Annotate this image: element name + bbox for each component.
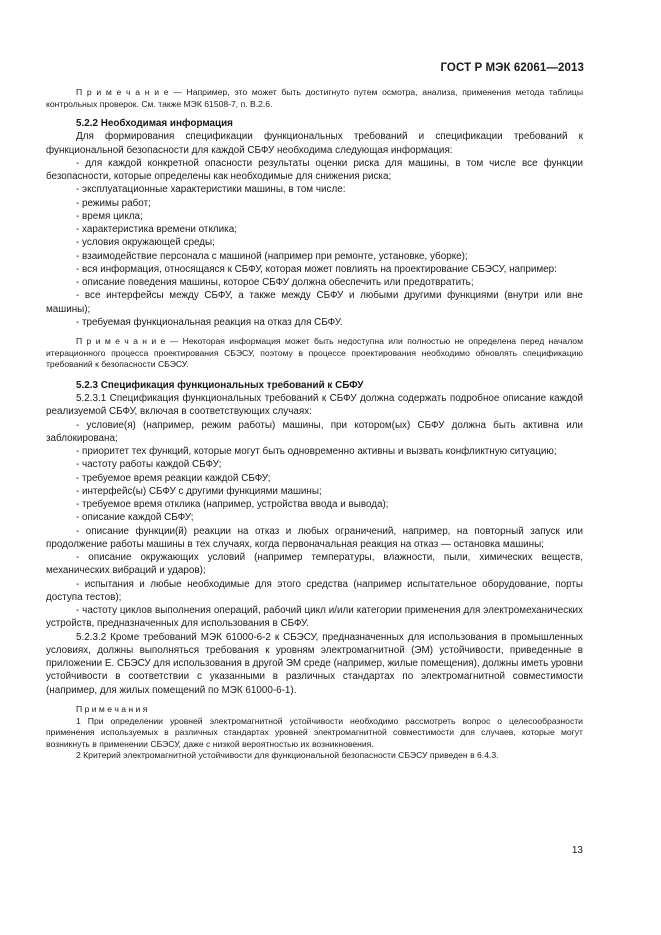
list-item: - приоритет тех функций, которые могут быть одновременно активны и вызвать конфликтную ситуацию; [76, 446, 557, 458]
list-item: - требуемая функциональная реакция на отказ для СБФУ. [76, 316, 343, 328]
list-item: - характеристика времени отклика; [76, 224, 237, 236]
list-item: - все интерфейсы между СБФУ, а также между СБФУ и любыми другими функциями (внутри или вне машины); [46, 290, 583, 315]
note-2 [46, 336, 583, 371]
list-item: - эксплуатационные характеристики машины, в том числе: [76, 184, 346, 196]
list-item: - условие(я) (например, режим работы) машины, при котором(ых) СБФУ должна быть активна или заблокирована; [46, 419, 583, 444]
list-item: - описание каждой СБФУ; [76, 512, 194, 524]
note-label: П р и м е ч а н и е [76, 87, 169, 97]
page-number: 13 [571, 845, 583, 856]
list-item: - условия окружающей среды; [76, 237, 215, 249]
note-label: П р и м е ч а н и е [76, 336, 166, 347]
note-item: 1 При определении уровней электромагнитной устойчивости необходимо рассмотреть вопрос о целесообразности применения используемых в различных стандартах уровней электромагнитной совместимости для случаев, которые могут возникнуть в применении СБЭСУ, даже с низкой вероятностью их возникновения. [46, 715, 583, 749]
list-item: - требуемое время отклика (например, устройства ввода и вывода); [76, 499, 389, 511]
section-heading-5-2-2: 5.2.2 Необходимая информация [76, 118, 233, 130]
note-text: — Некоторая информация может быть недоступна или полностью не определена перед началом итерационного процесса проектирования СБЭСУ, поэтому в процессе проектирования необходимо обновлять спецификацию требований к безопасности СБЭСУ. [46, 336, 583, 370]
list-item: - вся информация, относящаяся к СБФУ, которая может повлиять на проектирование СБЭСУ, например: [76, 263, 557, 275]
list-item: - интерфейс(ы) СБФУ с другими функциями машины; [76, 485, 322, 497]
note-item: 2 Критерий электромагнитной устойчивости для функциональной безопасности СБЭСУ приведен в 6.4.3. [76, 750, 499, 761]
list-item: - частоту работы каждой СБФУ; [76, 459, 222, 471]
page-content [46, 87, 583, 762]
document-header: ГОСТ Р МЭК 62061—2013 [440, 62, 584, 74]
list-item: - время цикла; [76, 210, 143, 222]
note-1 [46, 87, 583, 110]
paragraph-5-2-3-2: 5.2.3.2 Кроме требований МЭК 61000-6-2 к СБЭСУ, предназначенных для использования в промышленных условиях, должны выполняться требования к уровням электромагнитной (ЭМ) устойчивости, приведенные в приложении Е. СБЭСУ для использования в другой ЭМ среде (например, жилые помещения), должны иметь уровни устойчивости в соответствии с указанными в различных стандартах по электромагнитной совместимости (например, для жилых помещений по МЭК 61000-6-1). [46, 631, 583, 696]
notes-heading: П р и м е ч а н и я [76, 703, 148, 714]
list-item: - частоту циклов выполнения операций, рабочий цикл и/или категории применения для электромеханических устройств, предназначенных для использования в СБФУ. [46, 605, 583, 630]
note-text: — Например, это может быть достигнуто путем осмотра, анализа, применения метода таблицы контрольных проверок. См. также МЭК 61508-7, п. В.2.6. [46, 87, 584, 109]
list-item: - режимы работ; [76, 197, 151, 209]
list-item: - описание функции(й) реакции на отказ и любых ограничений, например, на повторный запуск или продолжение работы машины в тех случаях, когда первоначальная реакция на отказ — остановка машины; [46, 525, 583, 550]
list-item: - взаимодействие персонала с машиной (например при ремонте, установке, уборке); [76, 250, 468, 262]
list-item: - испытания и любые необходимые для этого средства (например испытательное оборудование, порты доступа тестов); [46, 578, 583, 603]
list-item: - требуемое время реакции каждой СБФУ; [76, 472, 271, 484]
section-heading-5-2-3: 5.2.3 Спецификация функциональных требований к СБФУ [76, 379, 364, 391]
list-item: - описание поведения машины, которое СБФУ должна обеспечить или предотвратить; [76, 277, 474, 289]
list-item: - описание окружающих условий (например температуры, влажности, пыли, химических веществ, механических вибраций и ударов); [46, 552, 583, 577]
section-intro: Для формирования спецификации функциональных требований и спецификации требований к функциональной безопасности для каждой СБФУ необходима следующая информация: [46, 131, 583, 156]
list-item: - для каждой конкретной опасности результаты оценки риска для машины, в том числе все функции безопасности, которые определены как необходимые для снижения риска; [46, 157, 583, 183]
paragraph-5-2-3-1: 5.2.3.1 Спецификация функциональных требований к СБФУ должна содержать подробное описание каждой реализуемой СБФУ, включая в соответствующих случаях: [46, 393, 583, 418]
